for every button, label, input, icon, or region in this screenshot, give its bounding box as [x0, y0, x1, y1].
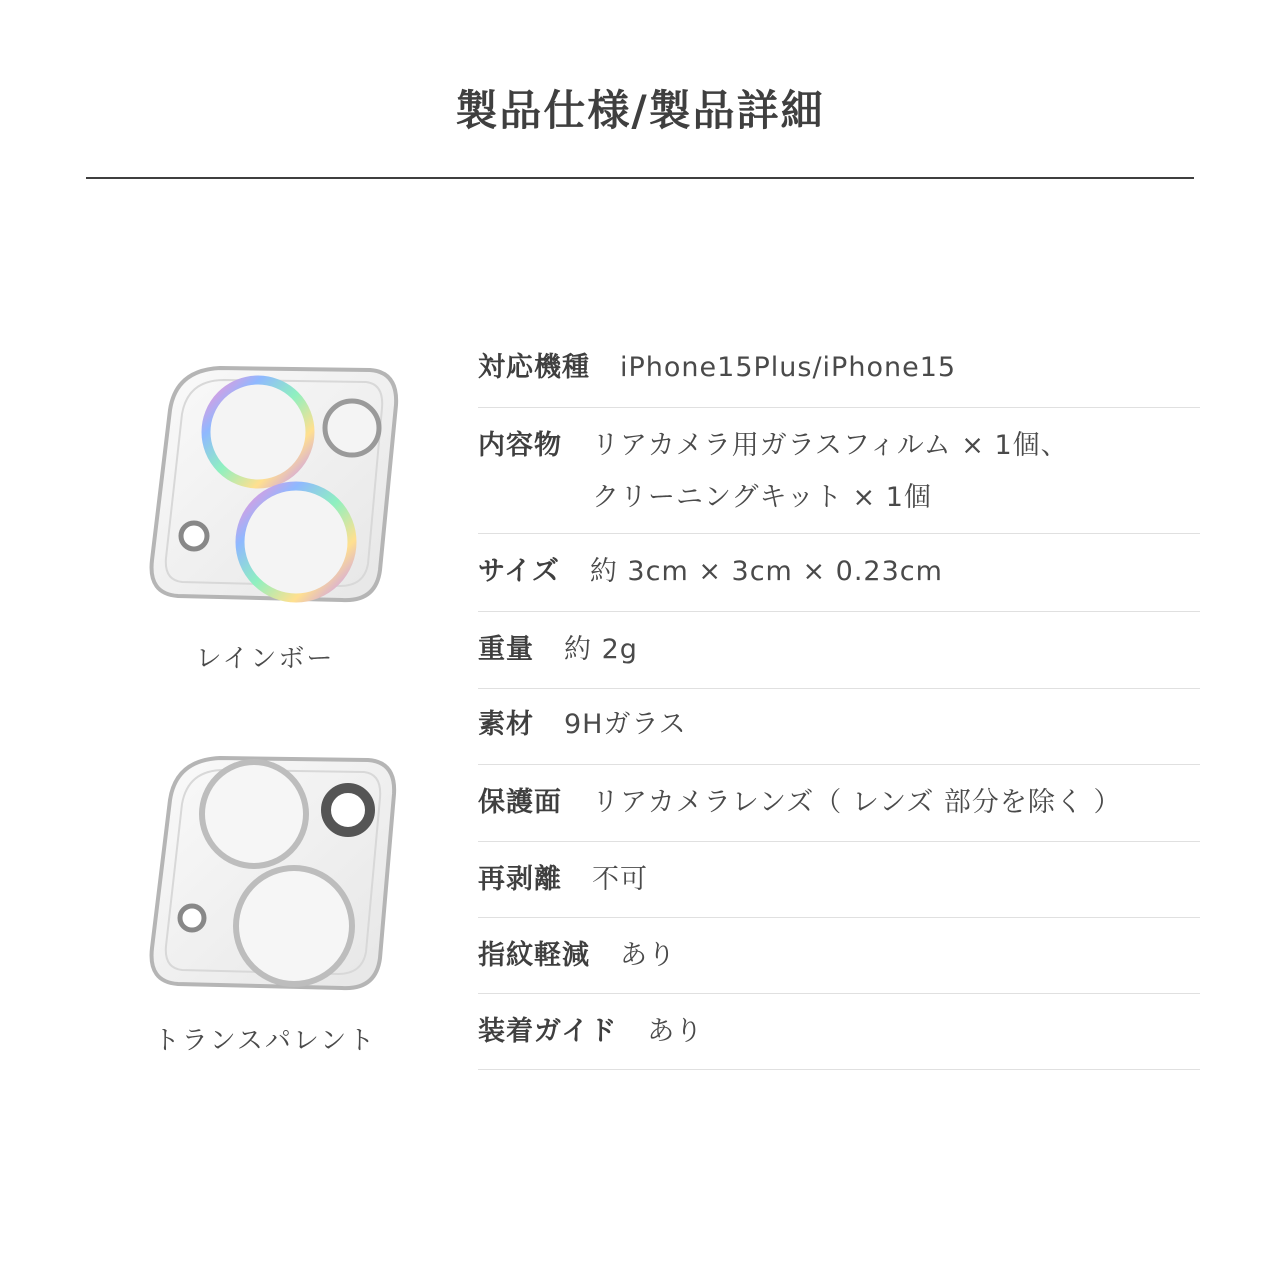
- spec-row-fingerprint: [478, 918, 1200, 994]
- spec-row-compatibility: [478, 330, 1200, 408]
- spec-label: 指紋軽減: [478, 940, 590, 971]
- spec-value: リアカメラ用ガラスフィルム × 1個、 クリーニングキット × 1個: [592, 430, 1069, 513]
- spec-row-size: [478, 534, 1200, 612]
- spec-row-contents: [478, 408, 1200, 534]
- spec-label: 素材: [478, 709, 534, 740]
- spec-row-weight: [478, 612, 1200, 689]
- spec-row-material: [478, 689, 1200, 765]
- product-caption-transparent: トランスパレント: [153, 1026, 377, 1056]
- product-rainbow: [120, 360, 410, 675]
- transparent-lens-protector-image: [130, 752, 400, 1002]
- spec-row-reusable: [478, 842, 1200, 918]
- product-caption-rainbow: レインボー: [195, 644, 335, 674]
- spec-label: 内容物: [478, 430, 562, 461]
- spec-label: サイズ: [478, 556, 560, 587]
- product-transparent: [120, 752, 410, 1057]
- spec-value: リアカメラレンズ（ レンズ 部分を除く ）: [592, 787, 1122, 818]
- spec-value: 約 3cm × 3cm × 0.23cm: [589, 556, 943, 587]
- spec-row-protected-surface: [478, 765, 1200, 842]
- page-title: 製品仕様/製品詳細: [455, 86, 825, 135]
- spec-value: 約 2g: [564, 634, 638, 665]
- spec-label: 装着ガイド: [478, 1016, 618, 1047]
- title-divider: [86, 177, 1194, 179]
- spec-value: iPhone15Plus/iPhone15: [620, 352, 957, 383]
- spec-label: 重量: [478, 634, 534, 665]
- spec-label: 対応機種: [478, 352, 590, 383]
- spec-value: 9Hガラス: [564, 709, 687, 740]
- spec-table: [478, 330, 1200, 1070]
- spec-value: 不可: [592, 864, 648, 895]
- spec-row-install-guide: [478, 994, 1200, 1070]
- spec-value: あり: [620, 940, 676, 971]
- spec-label: 保護面: [478, 787, 562, 818]
- spec-value: あり: [647, 1016, 704, 1047]
- spec-label: 再剥離: [478, 864, 562, 895]
- rainbow-lens-protector-image: [130, 360, 400, 620]
